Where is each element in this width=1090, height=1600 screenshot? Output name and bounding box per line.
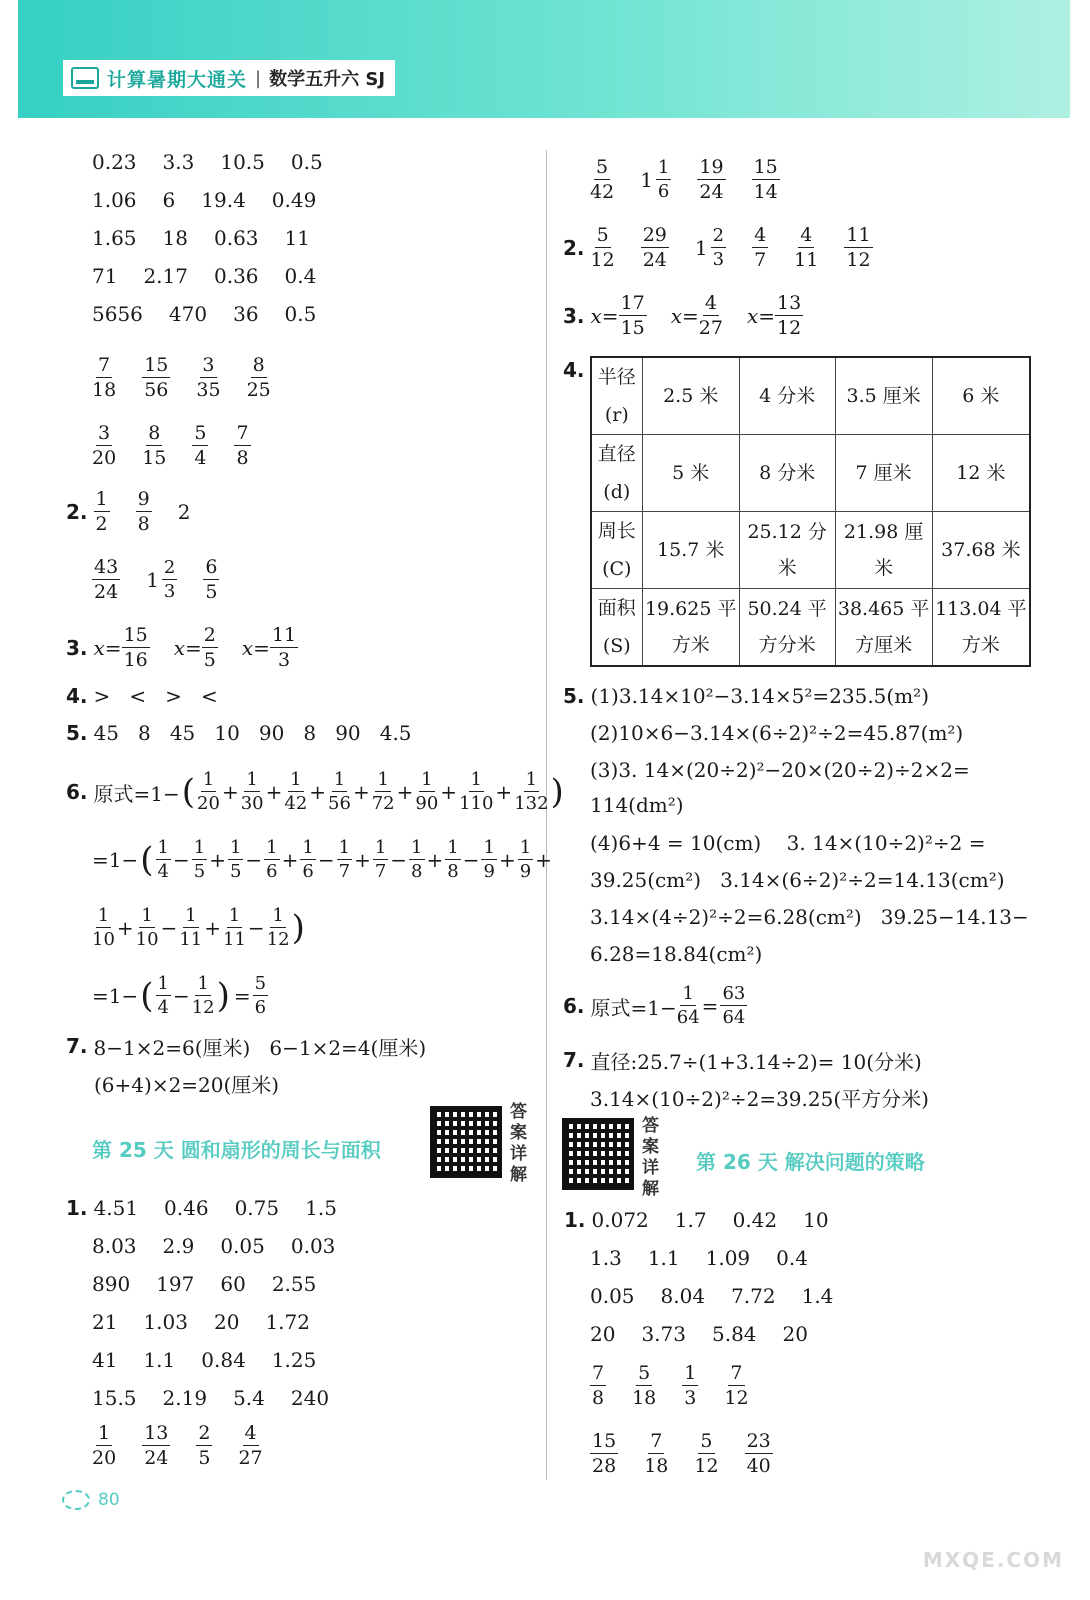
section-title-day25: 第 25 天 圆和扇形的周长与面积 <box>92 1138 381 1162</box>
page-header <box>18 0 1070 118</box>
fraction: $\frac{1}{6}$ <box>266 837 278 882</box>
fraction: $\frac{1}{56}$ <box>328 769 351 814</box>
answer-value: 5656 <box>92 302 143 326</box>
header-title-box <box>63 60 395 96</box>
right-q7-line2: 3.14×(10÷2)²÷2=39.25(平方分米) <box>590 1086 929 1111</box>
answer-value: 71 <box>92 264 118 288</box>
answer-value: 0.49 <box>271 188 317 212</box>
answer-value: 36 <box>233 302 259 326</box>
answer-value: 1.25 <box>271 1348 317 1372</box>
watermark: MXQE.COM <box>922 1548 1064 1572</box>
section-title-day26: 第 26 天 解决问题的策略 <box>696 1150 925 1174</box>
answer-value: 5.4 <box>233 1386 265 1410</box>
answer-value: 0.5 <box>290 150 323 174</box>
fraction: $\frac{5}{12}$ <box>694 1430 719 1477</box>
table-row <box>591 357 1030 435</box>
answer-value: 1.5 <box>305 1196 337 1220</box>
answer-value: 15.5 <box>92 1386 137 1410</box>
answer-value: 0.072 <box>591 1208 649 1232</box>
page-footer <box>62 1490 120 1510</box>
right-q5-line1: 5. (1)3.14×10²−3.14×5²=235.5(m²) <box>563 684 929 708</box>
answer-value: 0.05 <box>220 1234 265 1258</box>
fraction: $\frac{1}{110}$ <box>459 769 494 814</box>
answer-value: 20 <box>213 1310 240 1334</box>
answer-row <box>92 1302 336 1342</box>
right-q5-line6: 39.25(cm²) 3.14×(6÷2)²÷2=14.13(cm²) <box>590 868 1005 892</box>
left-q7-line2: (6+4)×2=20(厘米) <box>94 1072 280 1097</box>
sun-icon <box>62 1490 90 1510</box>
table-cell: 8 分米 <box>739 435 835 512</box>
fraction: $\frac{1}{12}$ <box>191 973 215 1018</box>
answer-row <box>92 256 342 296</box>
answer-value: 0.4 <box>776 1246 808 1270</box>
fraction: $\frac{23}{40}$ <box>746 1430 771 1477</box>
answer-value: 0.03 <box>290 1234 336 1258</box>
fraction: $\frac{2}{5}$ <box>198 1422 211 1469</box>
answer-value: 8.03 <box>92 1234 137 1258</box>
fraction: $\frac{1}{72}$ <box>371 769 395 814</box>
answer-row: 1. 4.51 0.46 0.75 1.5 <box>66 1196 337 1220</box>
fraction: $\frac{1}{20}$ <box>92 1422 117 1469</box>
screen-icon <box>71 67 99 89</box>
table-cell: 21.98 厘米 <box>835 512 932 589</box>
table-cell: 5 米 <box>642 435 739 512</box>
title-separator: | <box>255 67 262 89</box>
answer-value: 1.09 <box>705 1246 751 1270</box>
day26-fraction-row-1 <box>590 1356 775 1416</box>
answer-value: 890 <box>92 1272 131 1296</box>
answer-value: 1.4 <box>801 1284 834 1308</box>
answer-row <box>92 142 349 182</box>
answer-value: 10 <box>803 1208 829 1232</box>
day25-fraction-row <box>92 1416 289 1476</box>
row-header: 周长 (C) <box>591 512 642 589</box>
fraction: $\frac{8}{15}$ <box>142 422 167 469</box>
fraction: $\frac{1}{20}$ <box>197 769 220 814</box>
answer-value: 0.84 <box>201 1348 246 1372</box>
answer-row: 1. 0.072 1.7 0.42 10 <box>564 1208 829 1232</box>
row-header: 半径 (r) <box>591 357 642 435</box>
fraction: $\frac{1}{4}$ <box>157 837 169 882</box>
right-q5-line3: (3)3. 14×(20÷2)²−20×(20÷2)÷2×2= <box>590 758 970 782</box>
left-q5: 5. 45 8 45 10 90 8 90 4.5 <box>66 721 412 745</box>
fraction: $\frac{1}{7}$ <box>338 837 351 882</box>
fraction: $\frac{1}{30}$ <box>240 769 264 814</box>
table-cell: 38.465 平方厘米 <box>835 589 932 667</box>
left-q2-line1 <box>66 482 216 542</box>
fraction: $\frac{5}{6}$ <box>254 973 267 1018</box>
row-header: 面积 (S) <box>591 589 642 667</box>
left-fraction-row-1 <box>92 348 297 408</box>
right-q7-line1: 7. 直径:25.7÷(1+3.14÷2)= 10(分米) <box>563 1048 922 1074</box>
table-cell: 37.68 米 <box>932 512 1030 589</box>
fraction: $\frac{1}{8}$ <box>447 837 459 882</box>
answer-value: 7.72 <box>731 1284 776 1308</box>
left-q7-line1: 7. 8−1×2=6(厘米) 6−1×2=4(厘米) <box>66 1034 427 1060</box>
answer-value: 1.7 <box>674 1208 707 1232</box>
answer-value: 240 <box>290 1386 330 1410</box>
fraction: $\frac{7}{18}$ <box>644 1430 669 1477</box>
answer-value: 1.03 <box>143 1310 188 1334</box>
row-header: 直径 (d) <box>591 435 642 512</box>
fraction: $\frac{3}{20}$ <box>92 422 117 469</box>
fraction: $\frac{5}{4}$ <box>194 422 207 469</box>
fraction: $\frac{1}{9}$ <box>483 837 495 882</box>
fraction: $\frac{1}{12}$ <box>266 905 290 950</box>
answer-value: 0.05 <box>590 1284 635 1308</box>
answer-row <box>92 218 336 258</box>
mixed-number: 1 $\frac{2}{3}$ <box>146 557 176 602</box>
table-cell: 3.5 厘米 <box>835 357 932 435</box>
table-cell: 19.625 平方米 <box>642 589 739 667</box>
right-q4-number: 4. <box>563 358 585 382</box>
fraction: $\frac{1}{5}$ <box>193 837 206 882</box>
fraction: $\frac{5}{18}$ <box>632 1362 657 1409</box>
table-cell: 113.04 平方米 <box>932 589 1030 667</box>
left-q6-line3: $\frac{1}{10}$ + $\frac{1}{10}$ − $\frac{1}{11}$ + $\frac{1}{11}$ − $\frac{1}{12}$ ) <box>92 905 305 950</box>
right-q5-line5: (4)6+4 = 10(cm) 3. 14×(10÷2)²÷2 = <box>590 831 986 855</box>
right-q5-line4: 114(dm²) <box>590 793 684 817</box>
fraction: $\frac{1}{9}$ <box>519 837 532 882</box>
answer-value: 2.9 <box>162 1234 195 1258</box>
table-cell: 25.12 分米 <box>739 512 835 589</box>
answer-value: 5.84 <box>711 1322 757 1346</box>
qr-code-day25[interactable] <box>430 1106 502 1178</box>
book-title: 计算暑期大通关 <box>107 68 248 91</box>
answer-row <box>92 294 342 334</box>
fraction: $\frac{1}{10}$ <box>92 905 115 950</box>
answer-value: 0.75 <box>234 1196 280 1220</box>
right-fraction-top: $\frac{5}{42}$ 1 $\frac{1}{6}$ $\frac{19}{24}$ $\frac{15}{14}$ <box>590 156 778 203</box>
answer-value: 0.42 <box>732 1208 778 1232</box>
fraction: $\frac{1}{90}$ <box>415 769 439 814</box>
table-cell: 4 分米 <box>739 357 835 435</box>
answer-value: 1.1 <box>647 1246 680 1270</box>
right-q3: 3. x = $\frac{17}{15}$ x = $\frac{4}{27}$ x = $\frac{13}{12}$ <box>563 292 802 339</box>
fraction: $\frac{1}{132}$ <box>514 769 549 814</box>
question-number: 2. <box>66 500 88 524</box>
answer-row <box>92 1264 342 1304</box>
fraction: $\frac{1}{5}$ <box>229 837 242 882</box>
fraction: $\frac{7}{8}$ <box>592 1362 605 1409</box>
left-q2-line2 <box>92 550 245 610</box>
table-row <box>591 589 1030 667</box>
table-cell: 7 厘米 <box>835 435 932 512</box>
answer-value: 41 <box>92 1348 118 1372</box>
left-q4: 4. > < > < <box>66 684 218 708</box>
right-q2: 2. $\frac{5}{12}$ $\frac{29}{24}$ 1 $\frac{2}{3}$ $\frac{4}{7}$ $\frac{4}{11}$ $\frac{11}{12}$ <box>563 224 871 271</box>
answer-value: 18 <box>162 226 188 250</box>
table-cell: 15.7 米 <box>642 512 739 589</box>
fraction: $\frac{1}{8}$ <box>411 837 423 882</box>
answer-row <box>590 1238 834 1278</box>
circle-table <box>590 356 1031 667</box>
fraction: $\frac{7}{8}$ <box>236 422 249 469</box>
answer-value: 0.46 <box>164 1196 209 1220</box>
answer-row <box>590 1314 834 1354</box>
left-q6-line2: =1− ( $\frac{1}{4}$ − $\frac{1}{5}$ + $\frac{1}{5}$ − $\frac{1}{6}$ + $\frac{1}{6}$ − $\frac{1}{7}$ + $\frac{1}{7}$ − $\frac{1}{8}$ + $\frac{1}{8}$ − $\frac{1}{9}$ + $\frac{1}{9}$ + <box>92 837 552 882</box>
answer-value: 1.3 <box>590 1246 622 1270</box>
answer-row <box>92 180 342 220</box>
answer-value: 19.4 <box>201 188 246 212</box>
fraction: $\frac{4}{27}$ <box>238 1422 263 1469</box>
right-q6: 6. 原式=1− $\frac{1}{64}$ = $\frac{63}{64}$ <box>563 983 746 1028</box>
table-cell: 50.24 平方分米 <box>739 589 835 667</box>
answer-value: 2.17 <box>143 264 188 288</box>
fraction: $\frac{1}{2}$ <box>95 488 108 535</box>
answer-value: 20 <box>590 1322 616 1346</box>
answer-value: 0.5 <box>284 302 317 326</box>
qr-caption-day25: 答案详解 <box>510 1102 527 1185</box>
answer-value: 0.63 <box>213 226 259 250</box>
answer-row <box>92 1378 355 1418</box>
right-q5-line7: 3.14×(4÷2)²÷2=6.28(cm²) 39.25−14.13− <box>590 905 1029 929</box>
answer-row <box>590 1276 859 1316</box>
answer-value: 6 <box>162 188 176 212</box>
question-number: 3. <box>66 636 88 660</box>
table-cell: 2.5 米 <box>642 357 739 435</box>
fraction: $\frac{1}{6}$ <box>302 837 314 882</box>
day26-fraction-row-2 <box>590 1424 799 1484</box>
right-q5-line2: (2)10×6−3.14×(6÷2)²÷2=45.87(m²) <box>590 721 964 745</box>
answer-value: 21 <box>92 1310 118 1334</box>
answer-value: 11 <box>284 226 310 250</box>
answer-value: 2.19 <box>162 1386 208 1410</box>
qr-code-day26[interactable] <box>562 1118 634 1190</box>
fraction: $\frac{1}{10}$ <box>135 905 159 950</box>
fraction: $\frac{1}{4}$ <box>157 973 169 1018</box>
answer-value: 197 <box>156 1272 195 1296</box>
fraction: $\frac{15}{28}$ <box>592 1430 617 1477</box>
page-number: 80 <box>98 1490 120 1510</box>
answer-value: 0.36 <box>213 264 259 288</box>
left-fraction-row-2 <box>92 416 277 476</box>
fraction: $\frac{1}{42}$ <box>284 769 308 814</box>
answer-value: 20 <box>782 1322 808 1346</box>
fraction: $\frac{1}{3}$ <box>684 1362 697 1409</box>
fraction: $\frac{6}{5}$ <box>205 556 218 603</box>
fraction: $\frac{3}{35}$ <box>196 354 221 401</box>
answer-value: 0.23 <box>92 150 137 174</box>
left-q6-line1: 6. 原式=1− ( $\frac{1}{20}$ + $\frac{1}{30}$ + $\frac{1}{42}$ + $\frac{1}{56}$ + $\frac{1}{72}$ + $\frac{1}{90}$ + $\frac{1}{110}$ + $\frac{1}{132}$ ) <box>66 769 564 814</box>
table-row <box>591 435 1030 512</box>
fraction: $\frac{43}{24}$ <box>94 556 119 603</box>
qr-caption-day26: 答案详解 <box>642 1116 659 1199</box>
answer-value: 1.1 <box>143 1348 176 1372</box>
left-q6-line4: =1− ( $\frac{1}{4}$ − $\frac{1}{12}$ ) = $\frac{5}{6}$ <box>92 973 267 1018</box>
fraction: $\frac{9}{8}$ <box>137 488 150 535</box>
answer-value: 3.3 <box>162 150 195 174</box>
fraction: $\frac{1}{7}$ <box>374 837 387 882</box>
answer-row <box>92 1226 361 1266</box>
answer-value: 0.4 <box>284 264 317 288</box>
answer-value: 2.55 <box>271 1272 317 1296</box>
answer-value: 10.5 <box>220 150 265 174</box>
left-q3: 3. x = $\frac{15}{16}$ x = $\frac{2}{5}$ x = $\frac{11}{3}$ <box>66 624 297 671</box>
fraction: $\frac{1}{11}$ <box>223 905 246 950</box>
answer-value: 1.06 <box>92 188 137 212</box>
fraction: $\frac{13}{24}$ <box>144 1422 169 1469</box>
fraction: $\frac{1}{11}$ <box>179 905 203 950</box>
answer-value: 3.73 <box>641 1322 686 1346</box>
answer-value: 470 <box>168 302 208 326</box>
fraction: $\frac{8}{25}$ <box>246 354 271 401</box>
book-subtitle: 数学五升六 SJ <box>269 69 386 90</box>
answer-value: 8.04 <box>660 1284 706 1308</box>
answer-value: 1.65 <box>92 226 137 250</box>
answer-row <box>92 1340 342 1380</box>
table-cell: 6 米 <box>932 357 1030 435</box>
answer-value: 4.51 <box>93 1196 139 1220</box>
right-q5-line8: 6.28=18.84(cm²) <box>590 942 763 966</box>
fraction: $\frac{7}{18}$ <box>92 354 117 401</box>
fraction: $\frac{7}{12}$ <box>724 1362 749 1409</box>
answer-value: 2 <box>177 500 191 524</box>
answer-value: 60 <box>220 1272 246 1296</box>
table-cell: 12 米 <box>932 435 1030 512</box>
table-row <box>591 512 1030 589</box>
answer-value: 1.72 <box>265 1310 310 1334</box>
fraction: $\frac{15}{56}$ <box>144 354 169 401</box>
